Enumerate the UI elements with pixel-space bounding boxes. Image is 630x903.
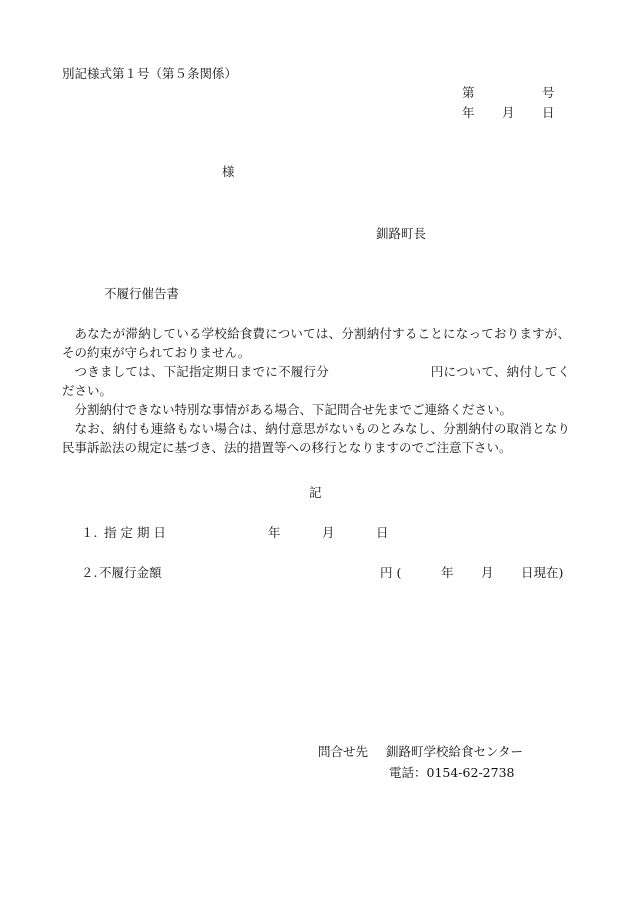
item-1-year: 年 [268, 525, 281, 540]
date-day: 日 [542, 105, 555, 120]
item-1-month: 月 [322, 525, 335, 540]
body-paragraph-4: なお、納付も連絡もない場合は、納付意思がないものとみなし、分割納付の取消となり民事訴訟法の規定に基づき、法的措置等への移行となりますのでご注意下さい。 [62, 421, 570, 455]
contact-org: 釧路町学校給食センター [386, 744, 524, 759]
item-2-day-current: 日現在) [521, 565, 564, 580]
contact-label: 問合せ先 [318, 744, 369, 759]
body-paragraph-3: 分割納付できない特別な事情がある場合、下記問合せ先までご連絡ください。 [74, 402, 513, 417]
body-paragraph-1: あなたが滞納している学校給食費については、分割納付することになっておりますが、その約束が守られておりません。 [62, 326, 570, 360]
item-1-day: 日 [376, 525, 389, 540]
form-label: 別記様式第１号（第５条関係） [62, 66, 238, 81]
item-2-year: 年 [441, 565, 454, 580]
number-suffix: 号 [542, 85, 555, 100]
item-1-label: 指 定 期 日 [104, 525, 166, 540]
addressee-suffix: 様 [222, 164, 235, 179]
item-2-label: 不履行金額 [99, 565, 162, 580]
sender-name: 釧路町長 [376, 226, 427, 241]
date-year: 年 [462, 105, 475, 120]
ki-heading: 記 [309, 485, 322, 500]
item-2-number: ２. [81, 565, 98, 580]
body-text [62, 324, 570, 457]
item-2-month: 月 [481, 565, 494, 580]
item-2-yen: 円 ( [380, 565, 402, 580]
contact-phone: 電話：0154-62-2738 [389, 765, 515, 780]
date-month: 月 [502, 105, 515, 120]
document-title: 不履行催告書 [104, 286, 180, 301]
body-paragraph-2: つきましては、下記指定期日までに不履行分 円について、納付してください。 [62, 364, 570, 398]
number-prefix: 第 [462, 85, 475, 100]
item-1-number: １. [81, 525, 98, 540]
